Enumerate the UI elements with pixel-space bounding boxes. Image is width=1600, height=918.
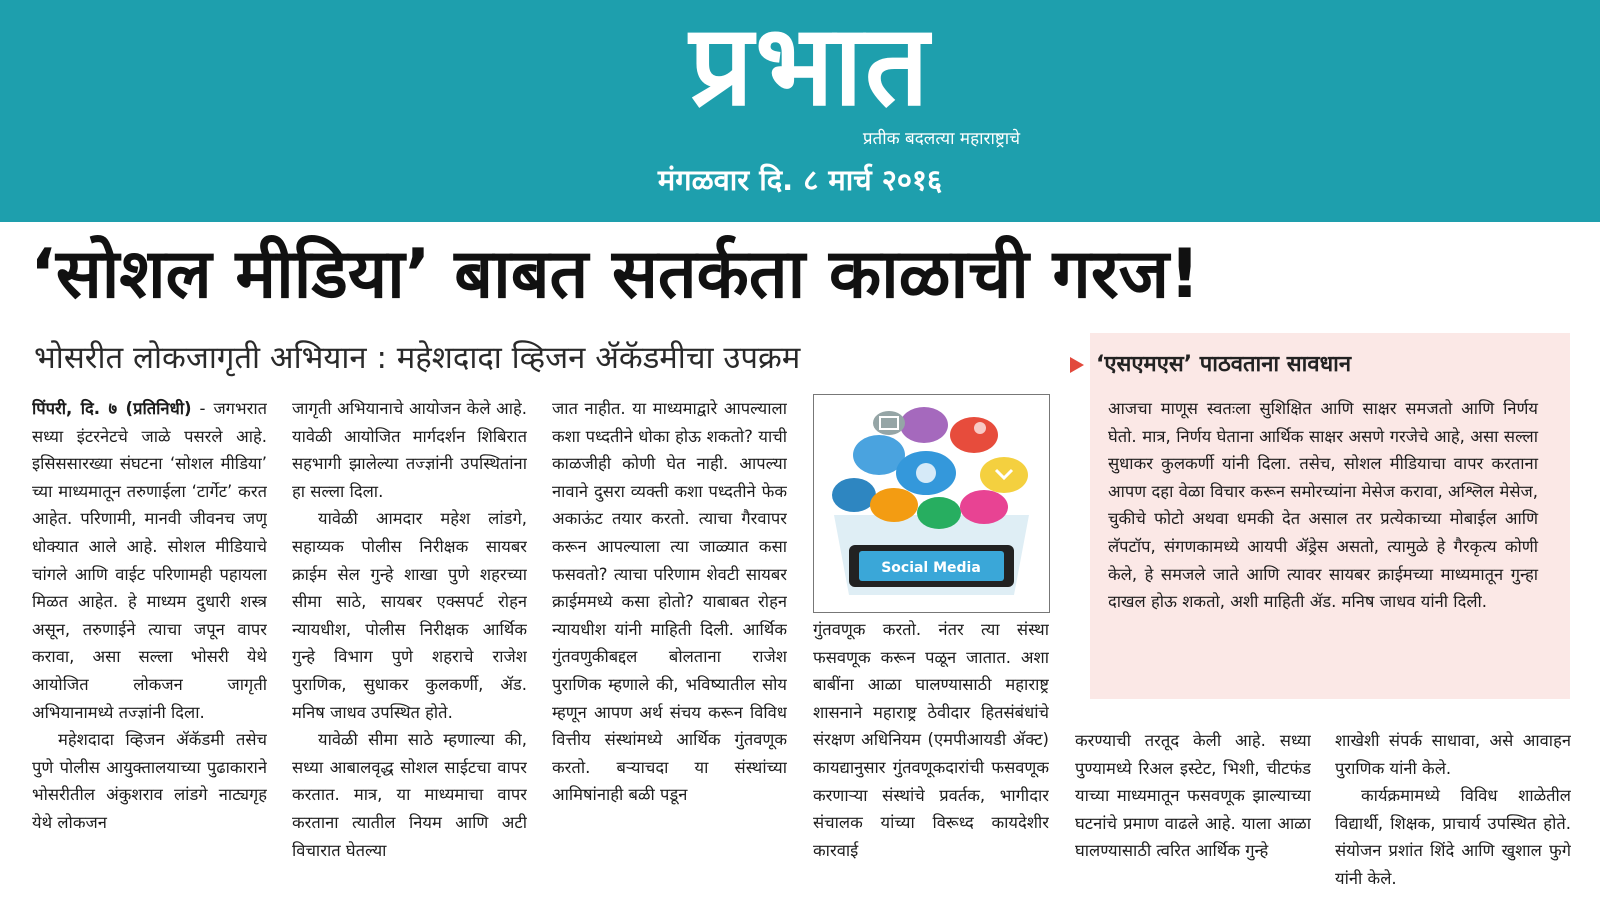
- newspaper-logo: प्रभात: [689, 0, 931, 131]
- masthead: [0, 0, 1600, 222]
- paragraph: यावेळी आमदार महेश लांडगे, सहाय्यक पोलीस निरीक्षक सायबर क्राईम सेल गुन्हे शाखा पुणे शहरच्या सीमा साठे, सायबर एक्सपर्ट रोहन न्यायधीश, पोलीस निरीक्षक आर्थिक गुन्हे विभाग पुणे शहराचे राजेश पुराणिक, सुधाकर कुलकर्णी, ॲड. मनिष जाधव उपस्थित होते.: [292, 509, 527, 722]
- article-column-2: [292, 395, 527, 905]
- chat-bubble-icon: [900, 407, 948, 443]
- paragraph: कार्यक्रमामध्ये विविध शाळेतील विद्यार्थी, शिक्षक, प्राचार्य उपस्थित होते. संयोजन प्रशांत शिंदे आणि खुशाल फुगे यांनी केले.: [1335, 786, 1571, 888]
- chat-bubble-icon: [950, 417, 998, 453]
- chat-bubble-icon: [832, 478, 876, 512]
- social-media-illustration: [814, 395, 1049, 612]
- newspaper-tagline: प्रतीक बदलत्या महाराष्ट्राचे: [862, 129, 1020, 149]
- article-column-3: [552, 395, 787, 905]
- chat-bubble-icon: [870, 488, 918, 522]
- paragraph: करण्याची तरतूद केली आहे. सध्या पुण्यामध्ये रिअल इस्टेट, भिशी, चीटफंड याच्या माध्यमातून फसवणूक झाल्याच्या घटनांचे प्रमाण वाढले आहे. याला आळा घालण्यासाठी त्वरित आर्थिक गुन्हे: [1075, 731, 1311, 861]
- paragraph: गुंतवणूक करतो. नंतर त्या संस्था फसवणूक करून पळून जातात. अशा बाबींना आळा घालण्यासाठी महाराष्ट्र शासनाने महाराष्ट्र ठेवीदार हितसंबंधांचे संरक्षण अधिनियम (एमपीआयडी ॲक्ट) कायद्यानुसार गुंतवणूकदारांची फसवणूक करणाऱ्या संस्थांचे प्रवर्तक, भागीदार संचालक यांच्या विरूध्द कायदेशीर कारवाई: [813, 620, 1049, 860]
- social-media-photo: [813, 394, 1050, 613]
- photo-label: Social Media: [881, 560, 981, 576]
- edition-date: मंगळवार दि. ८ मार्च २०१६: [657, 163, 943, 197]
- article-column-4: [813, 616, 1049, 906]
- paragraph: आजचा माणूस स्वतःला सुशिक्षित आणि साक्षर समजतो आणि निर्णय घेतो. मात्र, निर्णय घेताना आर्थिक साक्षर असणे गरजेचे आहे, असा सल्ला सुधाकर कुलकर्णी यांनी दिला. तसेच, सोशल मीडियाचा वापर करताना आपण दहा वेळा विचार करून समोरच्यांना मेसेज करावा, अश्लिल मेसेज, चुकीचे फोटो अथवा धमकी देत असाल तर प्रत्येकाच्या मोबाईल आणि लॅपटॉप, संगणकामध्ये आयपी ॲड्रेस असतो, त्यामुळे हे गैरकृत्य कोणी केले, हे समजले जाते आणि त्यावर सायबर क्राईमच्या माध्यमातून गुन्हा दाखल होऊ शकतो, अशी माहिती ॲड. मनिष जाधव यांनी दिली.: [1108, 399, 1538, 612]
- chat-bubble-icon: [960, 490, 1008, 524]
- chat-bubble-icon: [980, 457, 1028, 493]
- paragraph: - जगभरात सध्या इंटरनेटचे जाळे पसरले आहे. इसिससारख्या संघटना ‘सोशल मीडिया’ च्या माध्यमातून तरुणाईला ‘टार्गेट’ करत आहेत. परिणामी, मानवी जीवनच जणू धोक्यात आले आहे. सोशल मीडियाचे चांगले आणि वाईट परिणामही पहायला मिळत आहेत. हे माध्यम दुधारी शस्त्र असून, तरुणाईने त्याचा जपून वापर करावा, असा सल्ला भोसरी येथे आयोजित लोकजन जागृती अभियानामध्ये तज्ज्ञांनी दिला.: [32, 399, 267, 722]
- article-column-1: [32, 395, 267, 905]
- sidebox-text: [1108, 395, 1538, 616]
- article-headline: ‘सोशल मीडिया’ बाबत सतर्कता काळाची गरज!: [30, 235, 1201, 314]
- paragraph: जागृती अभियानाचे आयोजन केले आहे. यावेळी आयोजित मार्गदर्शन शिबिरात सहभागी झालेल्या तज्ज्ञांनी उपस्थितांना हा सल्ला दिला.: [292, 399, 527, 501]
- arrow-right-icon: [1070, 357, 1084, 373]
- article-column-6: [1335, 727, 1571, 907]
- paragraph: महेशदादा व्हिजन ॲकॅडमी तसेच पुणे पोलीस आयुक्तालयाच्या पुढाकाराने भोसरीतील अंकुशराव लांडगे नाट्यगृह येथे लोकजन: [32, 730, 267, 832]
- paragraph: शाखेशी संपर्क साधावा, असे आवाहन पुराणिक यांनी केले.: [1335, 731, 1571, 778]
- article-dateline: पिंपरी, दि. ७ (प्रतिनिधी): [32, 399, 192, 418]
- chat-bubble-icon: [917, 497, 961, 529]
- chat-bubble-icon: [873, 411, 905, 435]
- sidebox-title: [1070, 348, 1530, 378]
- article-column-5: [1075, 727, 1311, 907]
- sidebox-title-text: ‘एसएमएस’ पाठवताना सावधान: [1096, 352, 1352, 377]
- paragraph: जात नाहीत. या माध्यमाद्वारे आपल्याला कशा पध्दतीने धोका होऊ शकतो? याची काळजीही कोणी घेत नाही. आपल्या नावाने दुसरा व्यक्ती कशा पध्दतीने फेक अकाऊंट तयार करतो. त्याचा गैरवापर करून आपल्याला त्या जाळ्यात कसा फसवतो? त्याचा परिणाम शेवटी सायबर क्राईममध्ये कसा होतो? याबाबत रोहन न्यायधीश यांनी माहिती दिली. आर्थिक गुंतवणुकीबद्दल बोलताना राजेश पुराणिक म्हणाले की, भविष्यातील सोय म्हणून आपण अर्थ संचय करून विविध वित्तीय संस्थांमध्ये आर्थिक गुंतवणूक करतो. बऱ्याचदा या संस्थांच्या आमिषांनाही बळी पडून: [552, 399, 787, 805]
- article-subheadline: भोसरीत लोकजागृती अभियान : महेशदादा व्हिजन ॲकॅडमीचा उपक्रम: [34, 340, 801, 376]
- paragraph: यावेळी सीमा साठे म्हणाल्या की, सध्या आबालवृद्ध सोशल साईटचा वापर करतात. मात्र, या माध्यमाचा वापर करताना त्यातील नियम आणि अटी विचारात घेतल्या: [292, 730, 527, 860]
